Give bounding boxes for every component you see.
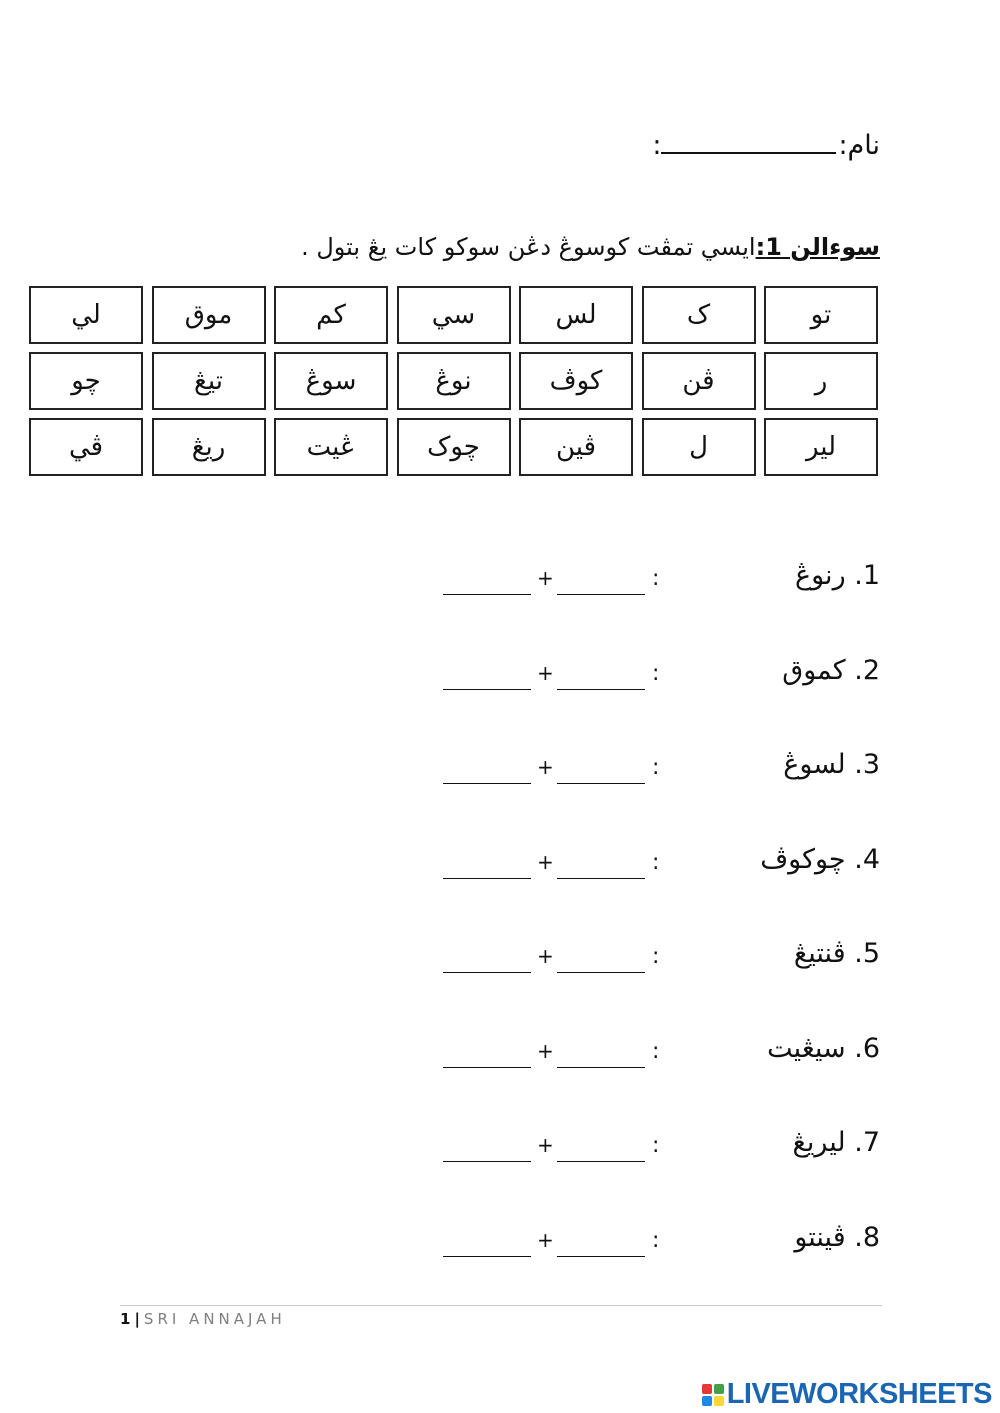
exercise-word [782,655,880,686]
item-number: 1. [854,560,880,591]
plus-sign: + [537,755,554,779]
syllable-box [29,418,143,476]
liveworksheets-brand [702,1378,992,1411]
syllable-box [152,286,266,344]
syllable-box [274,286,388,344]
syllable-text: موق [184,300,233,330]
answer-blank-second[interactable] [443,1161,531,1162]
plus-sign: + [537,660,554,685]
plus-sign: + [537,1227,554,1252]
item-number: 3. [854,749,880,780]
plus-sign: + [537,944,554,968]
syllable-text: تيڠ [194,366,223,396]
syllable-text: لير [805,432,837,462]
liveworksheets-logo-icon [702,1384,724,1406]
answer-blank-second[interactable] [443,783,531,784]
answer-blank-second[interactable] [443,689,531,690]
answer-blank-first[interactable] [557,878,645,879]
item-colon: : [652,566,660,591]
syllable-text: ر [814,366,828,396]
plus-sign: + [537,1133,554,1157]
syllable-box [152,418,266,476]
syllable-text: سي [431,300,476,330]
exercise-item [0,938,1000,988]
name-field-row [640,130,880,161]
plus-sign: + [537,849,554,874]
syllable-text: لس [555,300,597,330]
item-number: 7. [854,1127,880,1158]
footer-separator: | [134,1310,140,1328]
syllable-text: چو [71,366,101,396]
answer-blank-second[interactable] [443,1256,531,1257]
exercise-item [0,1033,1000,1083]
answer-blank-second[interactable] [443,972,531,973]
name-blank[interactable] [661,132,836,154]
name-colon: : [652,130,662,161]
plus-sign: + [537,1038,554,1063]
syllable-box [642,286,756,344]
syllable-text: ريڠ [191,432,226,462]
syllable-box [29,286,143,344]
item-colon: : [652,1227,660,1253]
item-number: 2. [854,654,880,686]
school-name: SRI ANNAJAH [143,1310,286,1328]
syllable-box [519,286,633,344]
answer-blank-first[interactable] [557,689,645,690]
answer-blank-second[interactable] [443,594,531,595]
question-instruction: ايسي تمڤت كوسوڠ دڠن سوكو كات يڠ بتول . [301,233,756,261]
exercise-word [794,1222,880,1253]
item-word: لسوڠ [783,749,846,780]
item-colon: : [652,660,660,686]
item-word: چوكوڤ [760,843,846,875]
exercise-word [760,844,880,875]
answer-blank-first[interactable] [557,972,645,973]
exercise-word [767,1033,880,1064]
syllable-text: سوڠ [305,366,357,396]
exercise-item [0,655,1000,705]
item-word: رنوڠ [795,560,846,591]
item-word: كموق [782,654,846,686]
syllable-box [152,352,266,410]
item-number: 8. [854,1221,880,1253]
syllable-box [274,418,388,476]
item-colon: : [652,755,660,780]
syllable-text: ڤن [682,366,715,396]
answer-blank-first[interactable] [557,783,645,784]
syllable-box [29,352,143,410]
item-number: 6. [854,1032,880,1064]
syllable-box [397,286,511,344]
syllable-text: ک [686,300,711,330]
item-colon: : [652,1133,660,1158]
item-number: 4. [854,843,880,875]
answer-blank-first[interactable] [557,1067,645,1068]
answer-blank-second[interactable] [443,878,531,879]
exercise-word [783,749,880,780]
syllable-text: كم [316,300,346,330]
exercise-word [795,560,880,591]
syllable-box [642,418,756,476]
syllable-box [764,352,878,410]
exercise-word [792,1127,880,1158]
page-footer [120,1310,286,1328]
syllable-text: كوڤ [549,366,603,396]
syllable-text: لي [71,300,101,330]
exercise-word [794,938,880,969]
syllable-text: تو [810,300,832,330]
question-label: سوءالن 1: [755,233,880,261]
exercise-item [0,560,1000,610]
syllable-box [519,352,633,410]
answer-blank-first[interactable] [557,594,645,595]
logo-square [702,1396,712,1406]
answer-blank-first[interactable] [557,1256,645,1257]
syllable-text: نوڠ [435,366,472,396]
syllable-box [397,352,511,410]
exercise-item [0,844,1000,894]
logo-square [702,1384,712,1394]
syllable-box [642,352,756,410]
syllable-text: چوک [427,432,480,462]
logo-square [714,1396,724,1406]
syllable-text: ڤي [68,432,104,462]
item-word: ڤنتيڠ [793,938,846,969]
footer-divider [120,1305,882,1306]
syllable-text: ل [689,432,708,462]
syllable-grid [28,286,878,476]
syllable-box [274,352,388,410]
name-label: نام: [838,130,880,161]
exercise-item [0,1127,1000,1177]
logo-square [714,1384,724,1394]
item-colon: : [652,1038,660,1064]
syllable-text: ڠيت [306,432,356,462]
item-word: ليريڠ [792,1127,846,1158]
item-colon: : [652,944,660,969]
item-word: سيڠيت [767,1032,846,1064]
item-word: ڤينتو [794,1221,846,1253]
question-heading [301,233,880,261]
syllable-box [519,418,633,476]
syllable-box [764,418,878,476]
answer-blank-second[interactable] [443,1067,531,1068]
brand-text: LIVEWORKSHEETS [726,1378,992,1410]
item-colon: : [652,849,660,875]
syllable-text: ڤين [555,432,597,462]
syllable-box [397,418,511,476]
exercise-item [0,1222,1000,1272]
item-number: 5. [854,938,880,969]
answer-blank-first[interactable] [557,1161,645,1162]
page-number: 1 [120,1310,131,1328]
syllable-box [764,286,878,344]
plus-sign: + [537,566,554,590]
exercise-item [0,749,1000,799]
